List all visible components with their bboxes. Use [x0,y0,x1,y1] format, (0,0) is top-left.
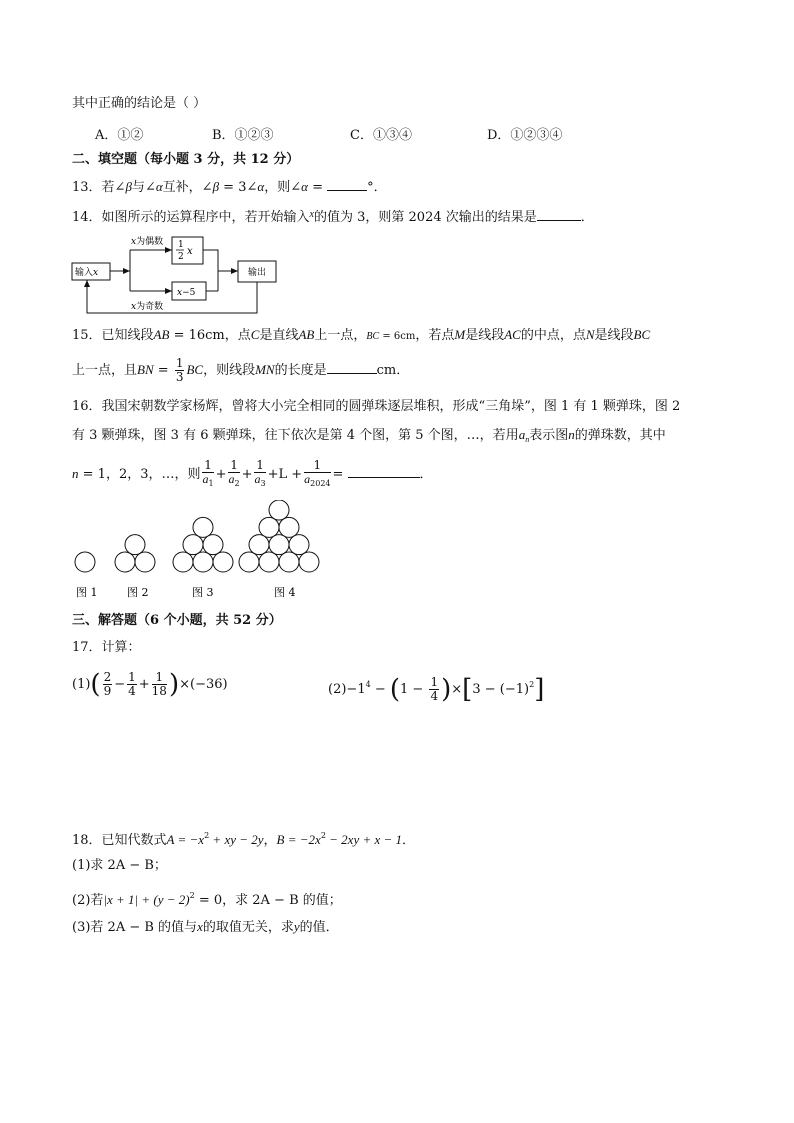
option-c: C．①③④ [350,128,412,143]
figure-label-4: 图 4 [274,586,296,599]
marble-circle [269,500,289,520]
flow-half-num: 1 [178,240,184,250]
question-18-part3: (3)若 2A − B 的值与x的取值无关，求y的值． [72,919,339,935]
question-17-part1: (1)( $\frac{2}{9}$ − $\frac{1}{4}$ + $\frac{1}{18}$ )×(−36) [72,669,228,700]
marble-circle [249,535,269,555]
flow-minus5-label: x−5 [177,288,196,298]
marble-circle [239,552,259,572]
marble-circle [259,552,279,572]
triangle-stack-figures [70,500,330,602]
marble-circle [193,552,213,572]
figure-label-2: 图 2 [127,586,149,599]
q16-answer-blank[interactable] [348,465,420,478]
question-18-part1: (1)求 2A − B； [72,858,167,873]
question-14: 14．如图所示的运算程序中，若开始输入$^x$的值为 3，则第 2024 次输出的结果是 ． [72,209,594,225]
question-16-line1: 16．我国宋朝数学家杨辉，曾将大小完全相同的圆弹珠逐层堆积，形成“三角垛”，图 1 有 1 颗弹珠，图 2 [72,399,681,414]
intro-line: 其中正确的结论是（ ） [72,96,207,111]
marble-circle [115,552,135,572]
marble-circle [75,552,95,572]
flow-half-den: 2 [178,252,184,262]
marble-circle [213,552,233,572]
flowchart [70,232,285,318]
question-16-line2: 有 3 颗弹珠，图 3 有 6 颗弹珠，往下依次是第 4 个图，第 5 个图，…，若用$a_n$表示图n的弹珠数，其中 [72,427,666,444]
flow-odd-label: x为奇数 [131,302,164,312]
question-15-line1: 15．已知线段AB = 16cm，点C是直线AB上一点，BC = 6cm，若点M是线段AC的中点，点N是线段BC [72,327,651,343]
section2-title: 二、填空题（每小题 3 分，共 12 分） [72,152,300,167]
question-17-title: 17．计算： [72,640,141,655]
question-17-part2: $(2)-1^4 - (1$ − $\frac{1}{4}$ )$\times[3 - (-1)^2]$ [328,674,545,705]
option-b: B．①②③ [212,128,274,143]
figure-label-1: 图 1 [76,586,98,599]
marble-circle [289,535,309,555]
flow-even-label: x为偶数 [131,237,164,247]
flow-input-label: 输入x [75,268,99,278]
option-d: D．①②③④ [487,128,563,143]
marble-circle [173,552,193,572]
marble-circle [125,535,145,555]
marble-circle [183,535,203,555]
marble-circle [269,535,289,555]
figure-label-3: 图 3 [192,586,214,599]
marble-circle [299,552,319,572]
q13-answer-blank[interactable] [327,178,367,191]
option-a: A．①② [95,128,144,143]
marble-circle [193,517,213,537]
question-16-line3: n = 1，2，3，…，则 $\frac{1}{a_1}$ + $\frac{1}{a_2}$ + $\frac{1}{a_3}$ +L + $\frac{1}{a_{2024}}$ = ． [72,458,433,488]
q15-answer-blank[interactable] [327,361,377,374]
flow-output-label: 输出 [248,268,267,278]
question-13: 13．若∠β与∠α互补，∠β = 3∠α，则∠α = °． [72,179,387,195]
svg-text:x: x [187,246,193,257]
marble-circle [279,552,299,572]
marble-circle [279,517,299,537]
question-18-line1: 18．已知代数式$A = -x^2$ + xy − 2y，$B = -2x^2 - 2xy + x - 1$． [72,831,416,848]
q14-answer-blank[interactable] [537,208,581,221]
marble-circle [135,552,155,572]
question-15-line2: 上一点，且BN = $\frac{1}{3}$ BC，则线段MN的长度是 cm． [72,356,410,384]
marble-circle [259,517,279,537]
question-18-part2: (2)若$|x + 1| + (y - 2)^2 = 0$，求 2A − B 的值； [72,891,342,908]
marble-circle [203,535,223,555]
section3-title: 三、解答题（6 个小题，共 52 分） [72,613,282,628]
